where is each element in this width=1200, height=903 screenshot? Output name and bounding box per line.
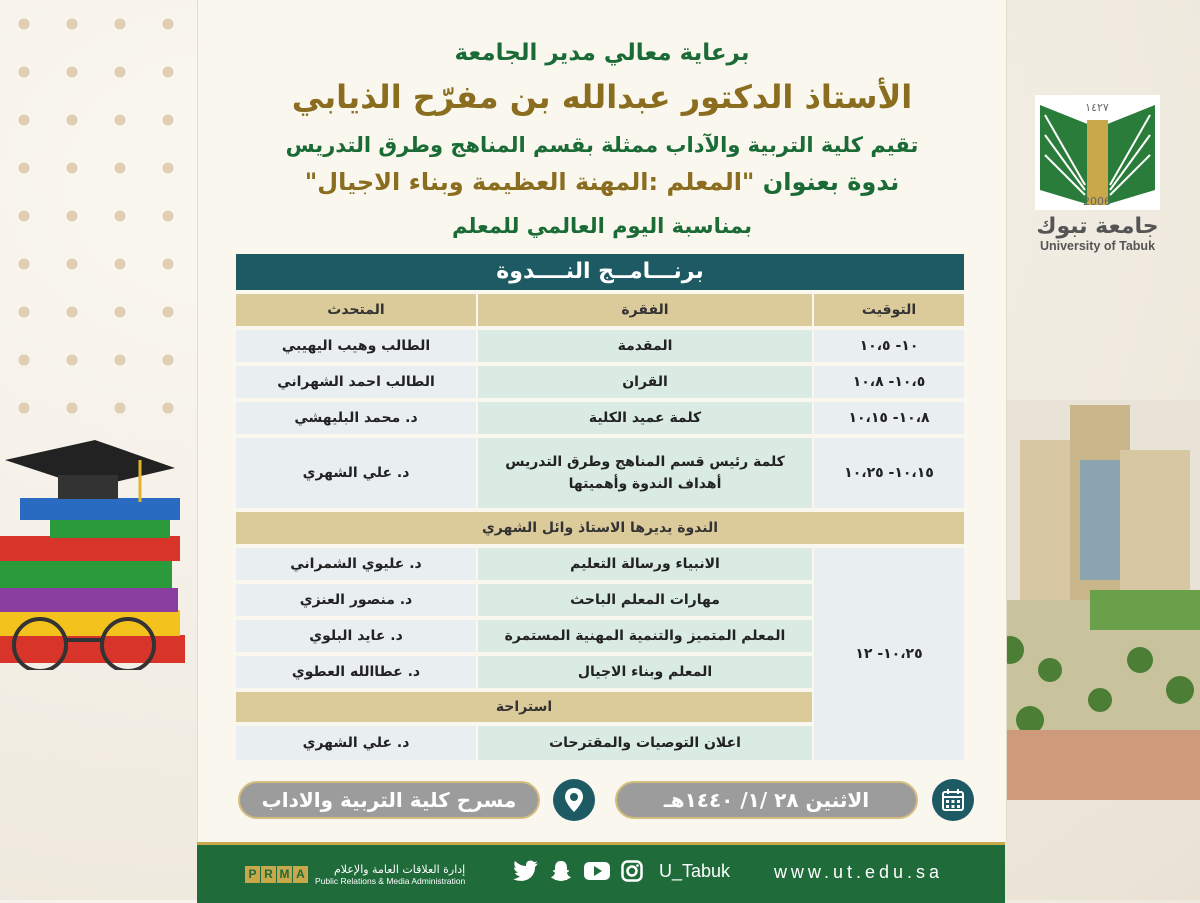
session-item: المعلم المتميز والتنمية المهنية المستمرة: [478, 620, 812, 652]
prma-letter: P: [245, 866, 260, 883]
prma-name-arabic: إدارة العلاقات العامة والإعلام: [333, 863, 466, 876]
svg-text:2006: 2006: [1083, 195, 1111, 208]
column-header-item: الفقرة: [478, 294, 812, 326]
university-emblem-icon: [1035, 95, 1160, 210]
session-item: المعلم وبناء الاجيال: [478, 656, 812, 688]
background-dot-pattern: [0, 0, 200, 440]
prma-letter: A: [293, 866, 308, 883]
prma-letter: M: [277, 866, 292, 883]
university-building-illustration: [990, 400, 1200, 800]
row-speaker: الطالب احمد الشهراني: [236, 366, 476, 398]
seminar-title-line: [198, 168, 1006, 196]
date-pill: الاثنين ٢٨ /١/ ١٤٤٠هـ: [615, 781, 918, 819]
social-handle[interactable]: U_Tabuk: [659, 860, 731, 881]
logo-name-arabic: جامعة تبوك: [1036, 214, 1159, 239]
prma-name-english: Public Relations & Media Administration: [315, 876, 466, 886]
final-item: اعلان التوصيات والمقترحات: [478, 726, 812, 760]
seminar-title-prefix: ندوة بعنوان: [762, 168, 900, 196]
session-speaker: د. منصور العنزي: [236, 584, 476, 616]
organizer-line: تقيم كلية التربية والآداب ممثلة بقسم المناهج وطرق التدريس: [285, 133, 919, 157]
column-header-speaker: المتحدث: [236, 294, 476, 326]
program-grid: [236, 294, 964, 760]
row-speaker: الطالب وهيب اليهيبي: [236, 330, 476, 362]
session-speaker: د. عايد البلوي: [236, 620, 476, 652]
row-item-line2: أهداف الندوة وأهميتها: [568, 476, 722, 492]
instagram-icon[interactable]: [621, 860, 643, 882]
patron-name: الأستاذ الدكتور عبدالله بن مفرّح الذيابي: [291, 78, 913, 116]
row-time: ١٠،٥- ١٠،٨: [814, 366, 964, 398]
patronage-line: برعاية معالي مدير الجامعة: [454, 40, 750, 66]
logo-name-english: University of Tabuk: [1039, 239, 1156, 253]
seminar-title: "المعلم :المهنة العظيمة وبناء الاجيال": [304, 168, 755, 196]
session-item: مهارات المعلم الباحث: [478, 584, 812, 616]
row-time: ١٠- ١٠،٥: [814, 330, 964, 362]
occasion-line: بمناسبة اليوم العالمي للمعلم: [452, 214, 752, 238]
row-speaker: د. محمد البليهشي: [236, 402, 476, 434]
break-band: استراحة: [236, 692, 812, 722]
row-speaker: د. علي الشهري: [236, 438, 476, 508]
row-item: المقدمة: [478, 330, 812, 362]
snapchat-icon[interactable]: [549, 859, 573, 883]
prma-letter: R: [261, 866, 276, 883]
program-title: برنـــامــج النــــدوة: [236, 254, 964, 290]
row-item: كلمة عميد الكلية: [478, 402, 812, 434]
row-item: القران: [478, 366, 812, 398]
svg-text:١٤٢٧: ١٤٢٧: [1085, 101, 1109, 114]
session-item: الانبياء ورسالة التعليم: [478, 548, 812, 580]
session-speaker: د. عطاالله العطوي: [236, 656, 476, 688]
books-graduation-cap-illustration: [0, 440, 200, 670]
prma-letters: [245, 866, 309, 883]
column-header-time: التوقيت: [814, 294, 964, 326]
row-time: ١٠،٨- ١٠،١٥: [814, 402, 964, 434]
final-speaker: د. علي الشهري: [236, 726, 476, 760]
university-logo: [1030, 95, 1165, 253]
moderator-band: الندوة يديرها الاستاذ وائل الشهري: [236, 512, 964, 544]
row-item-line1: كلمة رئيس قسم المناهج وطرق التدريس: [505, 454, 785, 470]
row-time: ١٠،١٥- ١٠،٢٥: [814, 438, 964, 508]
row-item: [478, 438, 812, 508]
social-links: [513, 859, 730, 883]
program-table: [236, 254, 964, 760]
youtube-icon[interactable]: [583, 860, 611, 882]
session-speaker: د. عليوي الشمراني: [236, 548, 476, 580]
twitter-icon[interactable]: [513, 860, 539, 882]
session-time: ١٠،٢٥- ١٢: [814, 548, 964, 760]
footer-bar: [197, 842, 1005, 903]
venue-pill: مسرح كلية التربية والاداب: [238, 781, 540, 819]
location-pin-icon: [553, 779, 595, 821]
prma-logo: [245, 863, 465, 886]
website-link[interactable]: www.ut.edu.sa: [773, 862, 943, 882]
calendar-icon: [932, 779, 974, 821]
